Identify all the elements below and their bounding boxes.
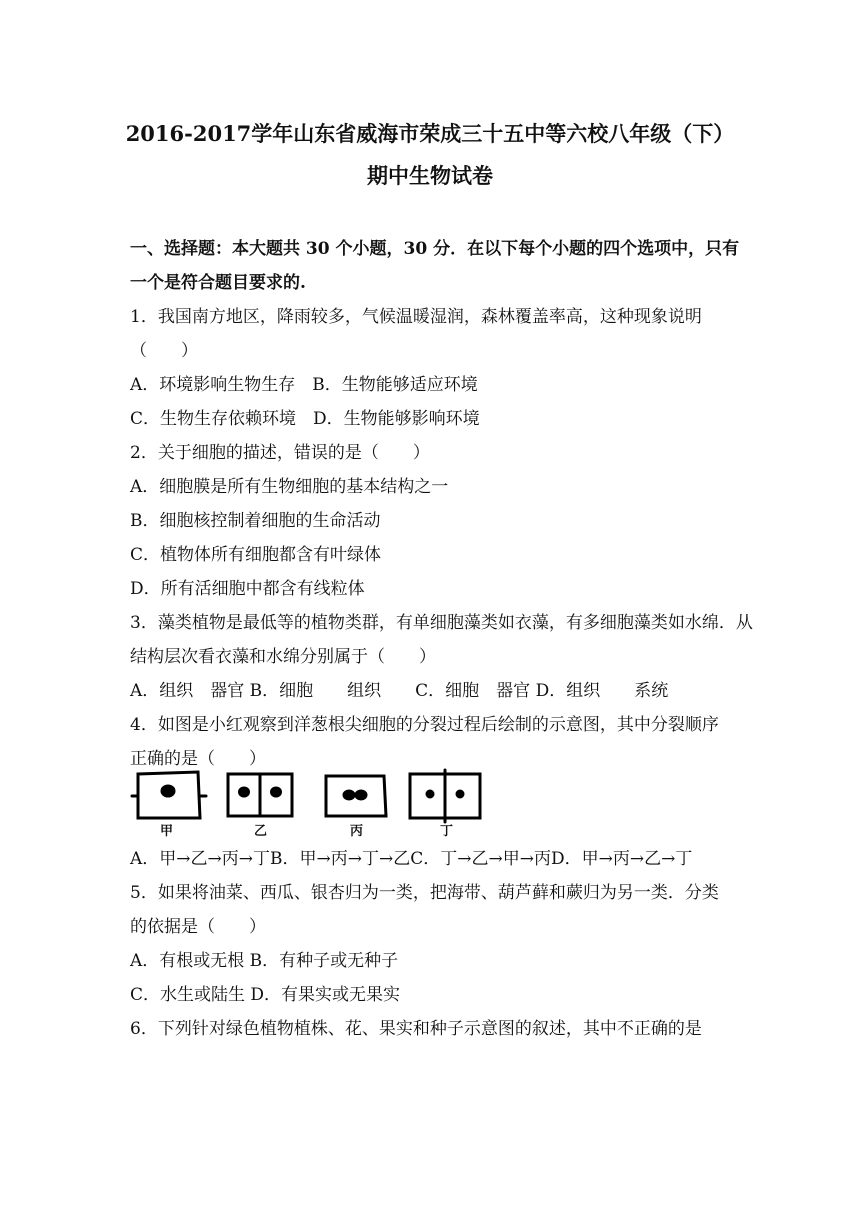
q1-stem-line1: 1．我国南方地区，降雨较多，气候温暖湿润，森林覆盖率高，这种现象说明 (130, 307, 702, 327)
q2-option-c: C．植物体所有细胞都含有叶绿体 (130, 545, 382, 565)
cell-yi-icon (228, 774, 292, 816)
section-heading-line2: 一个是符合题目要求的. (130, 273, 306, 293)
cell-jia-icon (132, 772, 206, 818)
q2-option-d: D．所有活细胞中都含有线粒体 (130, 579, 365, 599)
q2-option-a: A．细胞膜是所有生物细胞的基本结构之一 (130, 477, 449, 497)
cell-ding-icon (410, 770, 480, 822)
q1-options-line1: A．环境影响生物生存 B．生物能够适应环境 (130, 375, 478, 395)
figure-label-yi: 乙 (254, 824, 268, 839)
q2-option-b: B．细胞核控制着细胞的生命活动 (130, 511, 381, 531)
q2-stem: 2．关于细胞的描述，错误的是（ ） (130, 443, 430, 463)
cell-division-figure (130, 768, 490, 840)
q4-options: A．甲→乙→丙→丁B．甲→丙→丁→乙C．丁→乙→甲→丙D．甲→丙→乙→丁 (130, 849, 693, 869)
section-heading-line1: 一、选择题：本大题共 30 个小题，30 分．在以下每个小题的四个选项中，只有 (130, 239, 740, 259)
q6-stem: 6．下列针对绿色植物植株、花、果实和种子示意图的叙述，其中不正确的是 (130, 1019, 702, 1039)
q1-stem-line2: （ ） (130, 341, 198, 361)
figure-label-ding: 丁 (440, 824, 454, 839)
exam-title-line2: 期中生物试卷 (367, 163, 493, 188)
cell-bing-icon (326, 776, 386, 816)
q3-stem-line2: 结构层次看衣藻和水绵分别属于（ ） (130, 647, 436, 667)
q5-options-line1: A．有根或无根 B．有种子或无种子 (130, 951, 399, 971)
q5-stem-line1: 5．如果将油菜、西瓜、银杏归为一类，把海带、葫芦藓和蕨归为另一类．分类 (130, 883, 719, 903)
q1-options-line2: C．生物生存依赖环境 D．生物能够影响环境 (130, 409, 480, 429)
q4-stem-line1: 4．如图是小红观察到洋葱根尖细胞的分裂过程后绘制的示意图，其中分裂顺序 (130, 715, 719, 735)
q5-options-line2: C．水生或陆生 D．有果实或无果实 (130, 985, 401, 1005)
exam-title-line1: 2016-2017学年山东省威海市荣成三十五中等六校八年级（下） (125, 121, 735, 146)
figure-label-jia: 甲 (160, 824, 174, 839)
q3-options: A．组织 器官 B．细胞 组织 C．细胞 器官 D．组织 系统 (130, 681, 669, 701)
q4-stem-line2: 正确的是（ ） (130, 749, 266, 769)
q5-stem-line2: 的依据是（ ） (130, 917, 266, 937)
q3-stem-line1: 3．藻类植物是最低等的植物类群，有单细胞藻类如衣藻，有多细胞藻类如水绵．从 (130, 613, 753, 633)
figure-label-bing: 丙 (350, 824, 364, 839)
